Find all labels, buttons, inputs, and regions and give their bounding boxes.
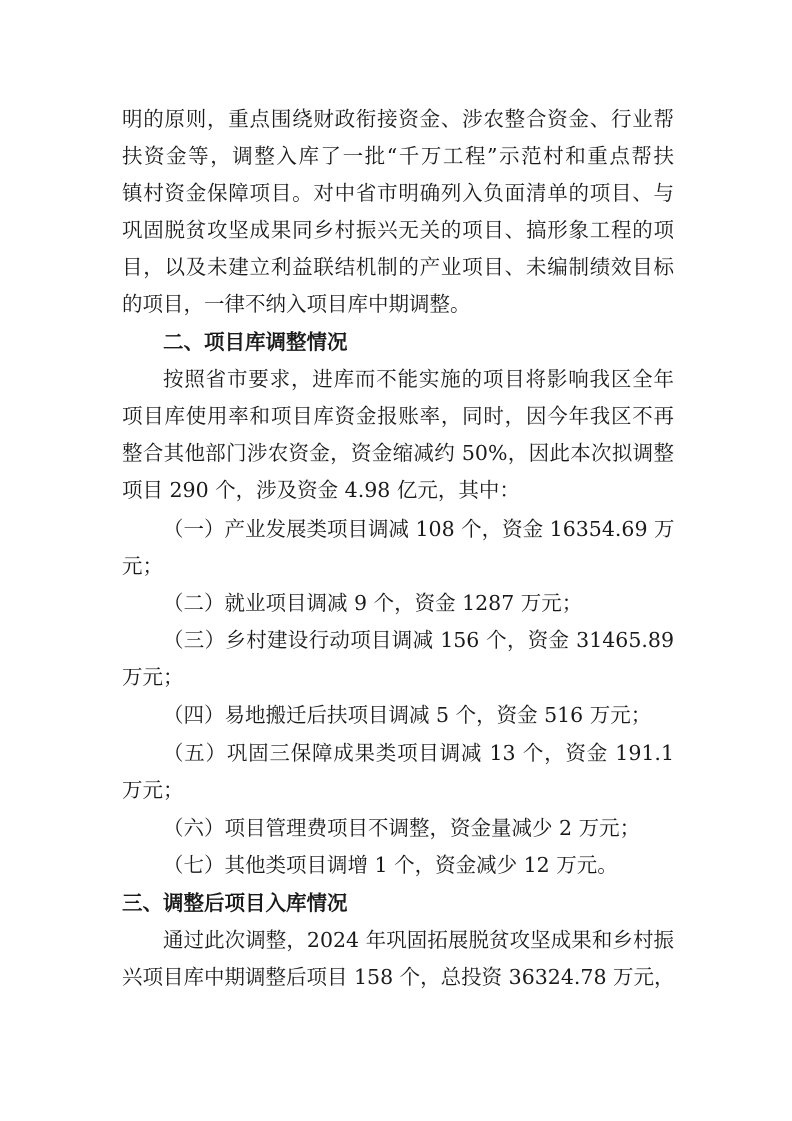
body-text-line: 的项目，一律不纳入项目库中期调整。 xyxy=(122,292,471,316)
body-text-line: 扶资金等，调整入库了一批“千万工程”示范村和重点帮扶 xyxy=(122,144,674,168)
body-text-line: 目，以及未建立利益联结机制的产业项目、未编制绩效目标 xyxy=(122,255,674,279)
list-item: （二）就业项目调减 9 个，资金 1287 万元； xyxy=(163,591,583,615)
body-text-line: 整合其他部门涉农资金，资金缩减约 50%，因此本次拟调整 xyxy=(122,441,674,465)
body-text-line: 镇村资金保障项目。对中省市明确列入负面清单的项目、与 xyxy=(122,181,674,205)
body-text-line: 明的原则，重点围绕财政衔接资金、涉农整合资金、行业帮 xyxy=(122,107,674,131)
list-item-continuation: 万元； xyxy=(122,665,184,689)
body-text-line: 巩固脱贫攻坚成果同乡村振兴无关的项目、搞形象工程的项 xyxy=(122,218,674,242)
list-item: （一）产业发展类项目调减 108 个，资金 16354.69 万 xyxy=(163,517,675,541)
list-item-continuation: 万元； xyxy=(122,778,184,802)
section-heading: 二、项目库调整情况 xyxy=(163,330,348,354)
list-item: （四）易地搬迁后扶项目调减 5 个，资金 516 万元； xyxy=(163,703,652,727)
list-item: （五）巩固三保障成果类项目调减 13 个，资金 191.1 xyxy=(163,741,674,765)
body-text-line: 兴项目库中期调整后项目 158 个，总投资 36324.78 万元， xyxy=(122,965,675,989)
body-text-line: 通过此次调整，2024 年巩固拓展脱贫攻坚成果和乡村振 xyxy=(163,928,674,952)
list-item-continuation: 元； xyxy=(122,554,163,578)
section-heading: 三、调整后项目入库情况 xyxy=(122,891,348,915)
list-item: （六）项目管理费项目不调整，资金量减少 2 万元； xyxy=(163,816,641,840)
body-text-line: 项目库使用率和项目库资金报账率，同时，因今年我区不再 xyxy=(122,404,674,428)
list-item: （七）其他类项目调增 1 个，资金减少 12 万元。 xyxy=(163,853,618,877)
body-text-line: 项目 290 个，涉及资金 4.98 亿元，其中： xyxy=(122,478,520,502)
list-item: （三）乡村建设行动项目调减 156 个，资金 31465.89 xyxy=(163,628,674,652)
body-text-line: 按照省市要求，进库而不能实施的项目将影响我区全年 xyxy=(163,367,674,391)
